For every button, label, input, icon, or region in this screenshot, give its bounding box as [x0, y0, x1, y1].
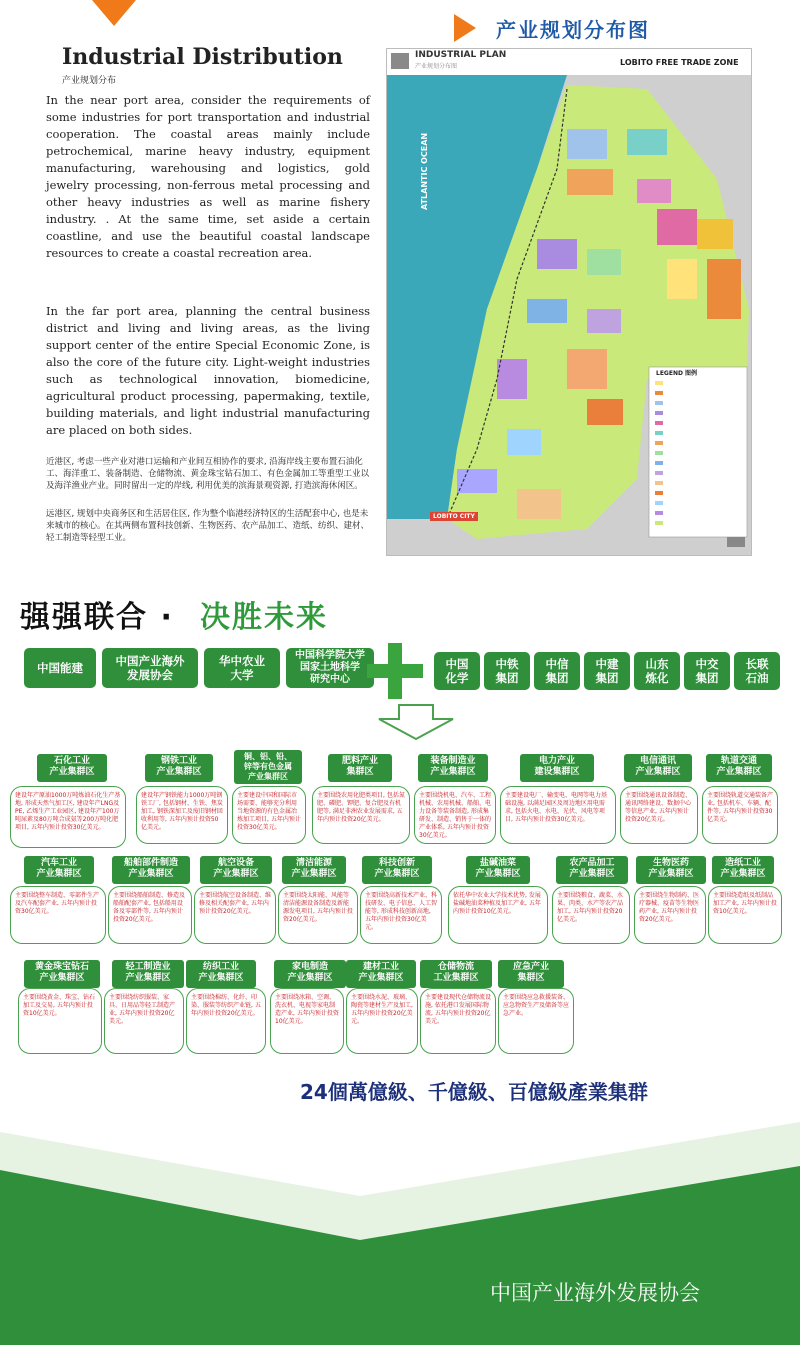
footer-title: 中国产业海外发展协会: [490, 1281, 700, 1305]
cluster-desc: 主要围绕纺织服装、家具、日用品等轻工制造产业, 五年内预计投资20亿美元。: [104, 988, 184, 1054]
org-box-right: 中铁 集团: [484, 652, 530, 690]
cluster-desc: 主要围绕机电、汽车、工程机械、农用机械、船舶、电力设备等装备制造, 形成集研发、制造、销售于一体的产业体系, 五年内预计投资30亿美元。: [414, 786, 496, 844]
cluster-title: 船舶部件制造 产业集群区: [112, 856, 190, 884]
cluster-desc: 主要围绕通讯设备制造、通讯网络建设、数据中心等信息产业, 五年内预计投资20亿美元。: [620, 786, 698, 844]
cluster-title: 肥料产业 集群区: [328, 754, 392, 782]
org-box-right: 长联 石油: [734, 652, 780, 690]
cluster-title: 造纸工业 产业集群区: [712, 856, 774, 884]
cluster-desc: 主要围绕棉纺、化纤、印染、服装等纺织产业链, 五年内预计投资20亿美元。: [186, 988, 266, 1054]
slogan-part-2: 决胜未来: [200, 600, 328, 635]
cluster-desc: 主要围绕航空设备制造、维修及相关配套产业, 五年内预计投资20亿美元。: [194, 886, 276, 944]
cluster-title: 航空设备 产业集群区: [200, 856, 272, 884]
cluster-desc: 主要围绕太阳能、风能等清洁能源设备制造及新能源发电项目, 五年内预计投资20亿美元。: [278, 886, 358, 944]
cluster-title: 石化工业 产业集群区: [37, 754, 107, 782]
orange-arrow-icon: [454, 14, 476, 42]
cluster-title: 轻工制造业 产业集群区: [112, 960, 184, 988]
cluster-title: 黄金珠宝钻石 产业集群区: [24, 960, 100, 988]
cluster-title: 铜、铝、铅、 锌等有色金属 产业集群区: [234, 750, 302, 784]
map-city-label: LOBITO CITY: [430, 512, 478, 521]
org-box-right: 中建 集团: [584, 652, 630, 690]
org-box-left: 中国产业海外 发展协会: [102, 648, 198, 688]
cluster-desc: 主要建设现代仓储物流设施, 依托港口发展国际物流, 五年内预计投资20亿美元。: [420, 988, 496, 1054]
cluster-title: 汽车工业 产业集群区: [24, 856, 94, 884]
map-zone-label: LOBITO FREE TRADE ZONE: [620, 58, 739, 67]
clusters-caption: 24個萬億級、千億級、百億級產業集群: [300, 1080, 648, 1104]
cluster-desc: 主要围绕轨道交通装备产业, 包括机车、车辆、配件等, 五年内预计投资30亿美元。: [702, 786, 778, 844]
cluster-title: 电力产业 建设集群区: [520, 754, 594, 782]
cluster-title: 家电制造 产业集群区: [274, 960, 346, 988]
map-title-sub: 产业规划分布图: [415, 63, 458, 70]
cluster-title: 仓储物流 工业集群区: [420, 960, 492, 988]
cluster-desc: 主要围绕黄金、珠宝、钻石加工及交易, 五年内预计投资10亿美元。: [18, 988, 102, 1054]
map-ocean-label: ATLANTIC OCEAN: [420, 132, 429, 210]
cluster-desc: 建设年产钢铁能力1000万吨钢铁工厂, 包括钢材、生铁、焦炭加工, 钢铁深加工及废旧钢材回收利用等, 五年内预计投资50亿美元。: [136, 786, 228, 844]
cn-heading: 产业规划分布图: [496, 18, 650, 42]
cluster-title: 应急产业 集群区: [498, 960, 564, 988]
org-box-right: 中交 集团: [684, 652, 730, 690]
cluster-title: 建材工业 产业集群区: [346, 960, 416, 988]
map-legend-title: LEGEND 图例: [656, 370, 698, 377]
footer-banner: [0, 1112, 800, 1345]
cluster-desc: 建设年产原油1000万吨炼油石化生产基地, 形成天然气加工区, 建设年产LNG及PE, 乙烯生产工业园区, 建设年产100万吨尿素及80万吨合成氨等200万吨化肥项目, 五年内预计投资30亿美元。: [10, 786, 126, 848]
org-box-right: 山东 炼化: [634, 652, 680, 690]
cluster-desc: 主要围绕生物制药、医疗器械、疫苗等生物医药产业, 五年内预计投资20亿美元。: [634, 886, 706, 944]
org-box-right: 中国 化学: [434, 652, 480, 690]
org-box-left: 华中农业 大学: [204, 648, 280, 688]
cluster-title: 轨道交通 产业集群区: [706, 754, 772, 782]
industrial-plan-map: [386, 48, 752, 556]
map-title: INDUSTRIAL PLAN: [415, 50, 507, 60]
cluster-desc: 主要围绕造纸及纸制品加工产业, 五年内预计投资10亿美元。: [708, 886, 782, 944]
cluster-title: 清洁能源 产业集群区: [282, 856, 346, 884]
cluster-desc: 依托华中农业大学技术优势, 发展盐碱地油菜种植及加工产业, 五年内预计投资10亿美元。: [448, 886, 548, 944]
cluster-desc: 主要围绕高新技术产业、科技研发、电子信息、人工智能等, 形成科技创新高地, 五年内预计投资30亿美元。: [360, 886, 442, 944]
org-box-left: 中国科学院大学 国家土地科学 研究中心: [286, 648, 374, 688]
cluster-title: 装备制造业 产业集群区: [418, 754, 488, 782]
cn-subheading: 产业规划分布: [62, 76, 117, 86]
cluster-desc: 主要围绕整车制造、零部件生产及汽车配套产业, 五年内预计投资30亿美元。: [10, 886, 106, 944]
paragraph-near-port-cn: 近港区, 考虑一些产业对港口运输和产业间互相协作的要求, 沿海岸线主要布置石油化工、海洋重工、装备制造、仓储物流、黄金珠宝钻石加工、有色金属加工等重型工业以及海洋渔业产业。同时留出一定的岸线, 利用优美的滨海景观资源, 打造滨海休闲区。: [46, 457, 370, 491]
org-box-right: 中信 集团: [534, 652, 580, 690]
cluster-desc: 主要围绕应急救援装备、应急物资生产及储备等应急产业。: [498, 988, 574, 1054]
cluster-desc: 主要围绕冰箱、空调、洗衣机、电视等家电制造产业, 五年内预计投资10亿美元。: [270, 988, 344, 1054]
org-box-left: 中国能建: [24, 648, 96, 688]
en-heading: Industrial Distribution: [62, 44, 343, 70]
cluster-desc: 主要围绕船舶制造、修造及船舶配套产业, 包括船用设备及零部件等, 五年内预计投资20亿美元。: [108, 886, 192, 944]
map-graphic: [387, 49, 751, 555]
cluster-desc: 主要围绕水泥、玻璃、陶瓷等建材生产及加工, 五年内预计投资20亿美元。: [346, 988, 418, 1054]
cluster-desc: 主要围绕粮食、蔬菜、水果、肉类、水产等农产品加工, 五年内预计投资20亿美元。: [552, 886, 630, 944]
cluster-title: 科技创新 产业集群区: [362, 856, 432, 884]
cluster-title: 钢铁工业 产业集群区: [145, 754, 213, 782]
cluster-title: 电信通讯 产业集群区: [624, 754, 692, 782]
paragraph-far-port-cn: 远港区, 规划中央商务区和生活居住区, 作为整个临港经济特区的生活配套中心, 也是未来城市的核心。在其两侧布置科技创新、生物医药、农产品加工、造纸、纺织、建材、轻工制造等轻型工业。: [46, 509, 370, 543]
paragraph-far-port-en: In the far port area, planning the central business district and living and living areas, as the living support center of the entire Special Economic Zone, is also the core of the future city. Light-weight industries such as technological innovation, biomedicine, agricultural product processing, papermaking, textile, building materials, and light industrial manufacturing are placed on both sides.: [46, 304, 370, 437]
orange-triangle-icon: [92, 0, 136, 26]
cluster-title: 生物医药 产业集群区: [636, 856, 706, 884]
cluster-desc: 主要建设电厂、输变电、电网等电力基础设施, 以满足园区及周边地区用电需求, 包括火电、水电、光伏、风电等项目, 五年内预计投资30亿美元。: [500, 786, 616, 844]
cluster-desc: 主要建设中国和国际市场需要、能够充分利用当地资源的有色金属冶炼加工项目, 五年内预计投资30亿美元。: [232, 786, 306, 844]
cluster-desc: 主要围绕农用化肥类项目, 包括氮肥、磷肥、钾肥、复合肥及有机肥等, 满足非洲农业发展需求, 五年内预计投资20亿美元。: [312, 786, 410, 844]
cluster-title: 农产品加工 产业集群区: [556, 856, 628, 884]
slogan-part-1: 强强联合 ·: [20, 600, 174, 635]
paragraph-near-port-en: In the near port area, consider the requirements of some industries for port transportation and industrial cooperation. The coastal areas mainly include petrochemical, marine heavy industry, equipment manufacturing, warehousing and logistics, gold jewelry processing, non-ferrous metal processing and other heavy industries as well as marine fishery industry. . At the same time, set aside a certain coastline, and use the beautiful coastal landscape resources to create a coastal recreation area.: [46, 93, 370, 260]
cluster-title: 盐碱油菜 产业集群区: [466, 856, 530, 884]
cluster-title: 纺织工业 产业集群区: [186, 960, 256, 988]
plus-icon-vertical: [388, 643, 402, 699]
down-arrow-icon: [375, 703, 457, 741]
